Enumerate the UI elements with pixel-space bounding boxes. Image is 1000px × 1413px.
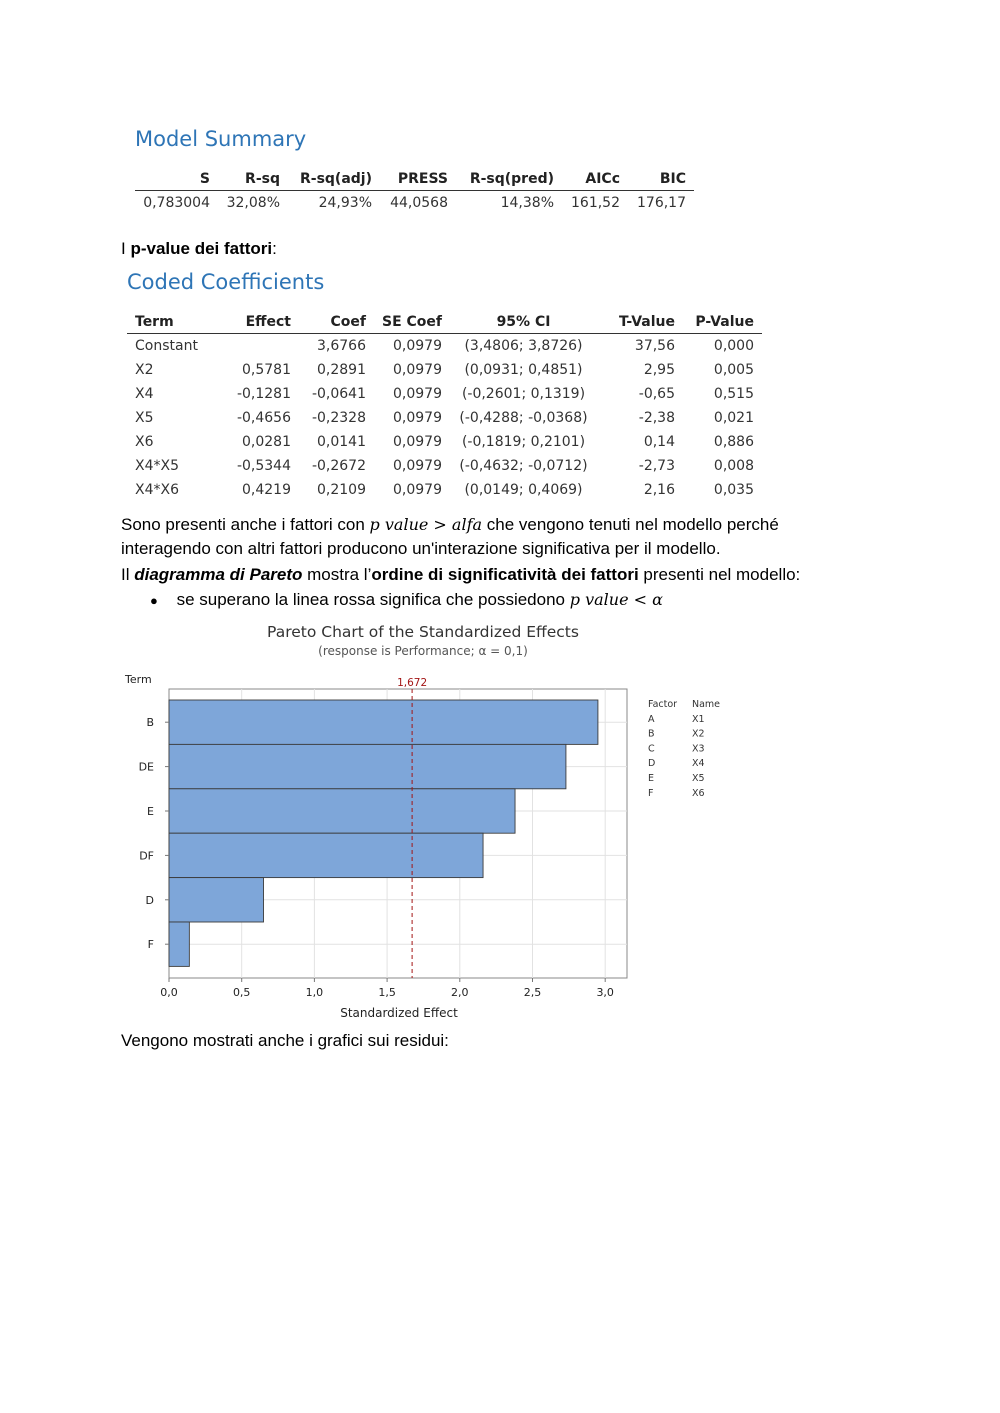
table-cell: 0,2891 — [317, 362, 366, 378]
table-cell: 14,38% — [500, 195, 554, 211]
bar — [169, 744, 566, 788]
table-row — [127, 382, 762, 406]
math-inline: p value < α — [569, 590, 663, 609]
legend-factor: F — [648, 787, 654, 799]
table-cell: (-0,4288; -0,0368) — [459, 410, 588, 426]
table-cell: -0,0641 — [311, 386, 366, 402]
table-cell: 2,16 — [643, 482, 675, 498]
table-cell: 0,0979 — [393, 338, 442, 354]
table-cell: (-0,1819; 0,2101) — [461, 434, 586, 450]
column-header: Coef — [299, 310, 374, 334]
table-cell: 32,08% — [226, 195, 280, 211]
table-cell: 0,008 — [713, 458, 754, 474]
table-cell: 0,0141 — [317, 434, 366, 450]
table-cell: -0,5344 — [236, 458, 291, 474]
table-cell: -0,4656 — [236, 410, 291, 426]
table-header-row — [127, 310, 762, 334]
table-cell: X6 — [135, 434, 154, 450]
table-cell: 0,005 — [713, 362, 754, 378]
column-header: S — [135, 167, 218, 191]
legend-header: Factor — [648, 699, 678, 710]
table-row — [127, 358, 762, 382]
table-header-row — [135, 167, 694, 191]
table-cell: 3,6766 — [317, 338, 366, 354]
legend-factor: D — [648, 758, 656, 770]
table-cell: 0,783004 — [143, 195, 210, 211]
table-row — [127, 406, 762, 430]
table-cell: 0,035 — [713, 482, 754, 498]
table-cell: -2,38 — [638, 410, 675, 426]
legend-factor: E — [648, 773, 655, 784]
legend-name: X4 — [692, 758, 705, 770]
table-cell: (-0,4632; -0,0712) — [459, 458, 588, 474]
table-cell: -0,1281 — [236, 386, 291, 402]
legend-name: X3 — [692, 743, 705, 755]
table-cell: 37,56 — [634, 338, 675, 354]
math-inline: p value > alfa — [369, 515, 483, 534]
legend-factor: B — [648, 728, 655, 740]
bar — [169, 789, 515, 833]
table-cell: -0,2328 — [311, 410, 366, 426]
x-axis-label: Standardized Effect — [340, 1006, 458, 1020]
chart-title: Pareto Chart of the Standardized Effects — [267, 623, 579, 641]
table-cell: (0,0149; 0,4069) — [464, 482, 583, 498]
legend-name: X2 — [692, 728, 705, 740]
y-tick-label: DE — [138, 760, 154, 774]
table-cell: 0,021 — [713, 410, 754, 426]
table-cell: 161,52 — [571, 195, 620, 211]
table-cell: 0,0979 — [393, 482, 442, 498]
table-cell: 0,0979 — [393, 386, 442, 402]
x-tick-label: 2,0 — [451, 986, 469, 999]
bullet-item: ● se superano la linea rossa significa che possiedono p value < α — [150, 590, 663, 609]
x-tick-label: 0,0 — [160, 986, 178, 999]
table-cell: 24,93% — [318, 195, 372, 211]
coded-coefficients-table — [127, 310, 762, 502]
table-row — [135, 191, 694, 216]
column-header: R-sq — [218, 167, 288, 191]
table-row — [127, 334, 762, 359]
y-axis-label: Term — [125, 673, 152, 686]
table-cell: 0,5781 — [242, 362, 291, 378]
table-cell: -0,65 — [638, 386, 675, 402]
x-tick-label: 1,0 — [305, 986, 324, 999]
table-cell: 44,0568 — [390, 195, 448, 211]
column-header: R-sq(adj) — [288, 167, 380, 191]
pareto-chart — [110, 615, 750, 1030]
table-cell: 0,0281 — [242, 434, 291, 450]
legend-header: Name — [692, 699, 721, 710]
x-tick-label: 0,5 — [232, 986, 251, 999]
p-value-intro: I p-value dei fattori: — [121, 239, 277, 258]
table-cell: 2,95 — [643, 362, 675, 378]
paragraph-p-value-factors: Sono presenti anche i fattori con p value > alfa che vengono tenuti nel modello perché interagendo con altri fattori producono un'interazione significativa per il modello. — [121, 515, 779, 558]
table-cell — [225, 334, 299, 359]
legend-name: X1 — [692, 713, 705, 725]
table-cell: 0,000 — [713, 338, 754, 354]
legend-factor: A — [648, 713, 655, 725]
column-header: T-Value — [597, 310, 683, 334]
x-tick-label: 2,5 — [523, 986, 542, 999]
y-tick-label: F — [147, 938, 154, 952]
model-summary-table — [135, 167, 694, 215]
column-header: AICc — [562, 167, 628, 191]
bar — [169, 833, 483, 877]
reference-line-label: 1,672 — [397, 677, 428, 689]
table-cell: -2,73 — [638, 458, 675, 474]
bar — [169, 700, 598, 744]
table-cell: (3,4806; 3,8726) — [464, 338, 583, 354]
column-header: 95% CI — [450, 310, 597, 334]
column-header: SE Coef — [374, 310, 450, 334]
table-row — [127, 430, 762, 454]
table-cell: 0,515 — [713, 386, 754, 402]
model-summary-title: Model Summary — [135, 127, 307, 151]
column-header: Effect — [225, 310, 299, 334]
table-cell: 0,0979 — [393, 458, 442, 474]
bar — [169, 878, 264, 922]
paragraph-residuals: Vengono mostrati anche i grafici sui residui: — [121, 1031, 449, 1050]
table-cell: 176,17 — [637, 195, 686, 211]
legend-name: X6 — [692, 787, 705, 799]
paragraph-pareto: Il diagramma di Pareto mostra l’ordine di significatività dei fattori presenti nel modello: — [121, 565, 801, 584]
chart-subtitle: (response is Performance; α = 0,1) — [318, 644, 528, 658]
legend-name: X5 — [692, 773, 705, 784]
table-cell: X4*X6 — [135, 482, 179, 498]
bullet-dot: ● — [150, 593, 158, 608]
table-cell: 0,14 — [643, 434, 675, 450]
column-header: BIC — [628, 167, 694, 191]
table-cell: X2 — [135, 362, 154, 378]
table-cell: (-0,2601; 0,1319) — [461, 386, 586, 402]
table-cell: X5 — [135, 410, 154, 426]
table-cell: 0,0979 — [393, 362, 442, 378]
table-cell: 0,0979 — [393, 434, 442, 450]
table-cell: Constant — [135, 338, 198, 354]
x-tick-label: 1,5 — [378, 986, 396, 999]
y-tick-label: DF — [139, 849, 154, 863]
table-cell: -0,2672 — [311, 458, 366, 474]
table-row — [127, 478, 762, 502]
table-cell: 0,0979 — [393, 410, 442, 426]
table-cell: X4 — [135, 386, 154, 402]
column-header: R-sq(pred) — [456, 167, 562, 191]
table-cell: 0,2109 — [317, 482, 366, 498]
column-header: PRESS — [380, 167, 456, 191]
legend-factor: C — [648, 743, 655, 755]
coded-coefficients-title: Coded Coefficients — [127, 270, 325, 294]
table-cell: X4*X5 — [135, 458, 179, 474]
x-tick-label: 3,0 — [596, 986, 614, 999]
y-tick-label: E — [147, 805, 154, 818]
column-header: P-Value — [683, 310, 762, 334]
table-cell: (0,0931; 0,4851) — [464, 362, 583, 378]
table-cell: 0,886 — [713, 434, 754, 450]
table-cell: 0,4219 — [242, 482, 291, 498]
y-tick-label: B — [146, 716, 154, 730]
y-tick-label: D — [145, 893, 154, 907]
column-header: Term — [127, 310, 225, 334]
bar — [169, 922, 189, 966]
table-row — [127, 454, 762, 478]
